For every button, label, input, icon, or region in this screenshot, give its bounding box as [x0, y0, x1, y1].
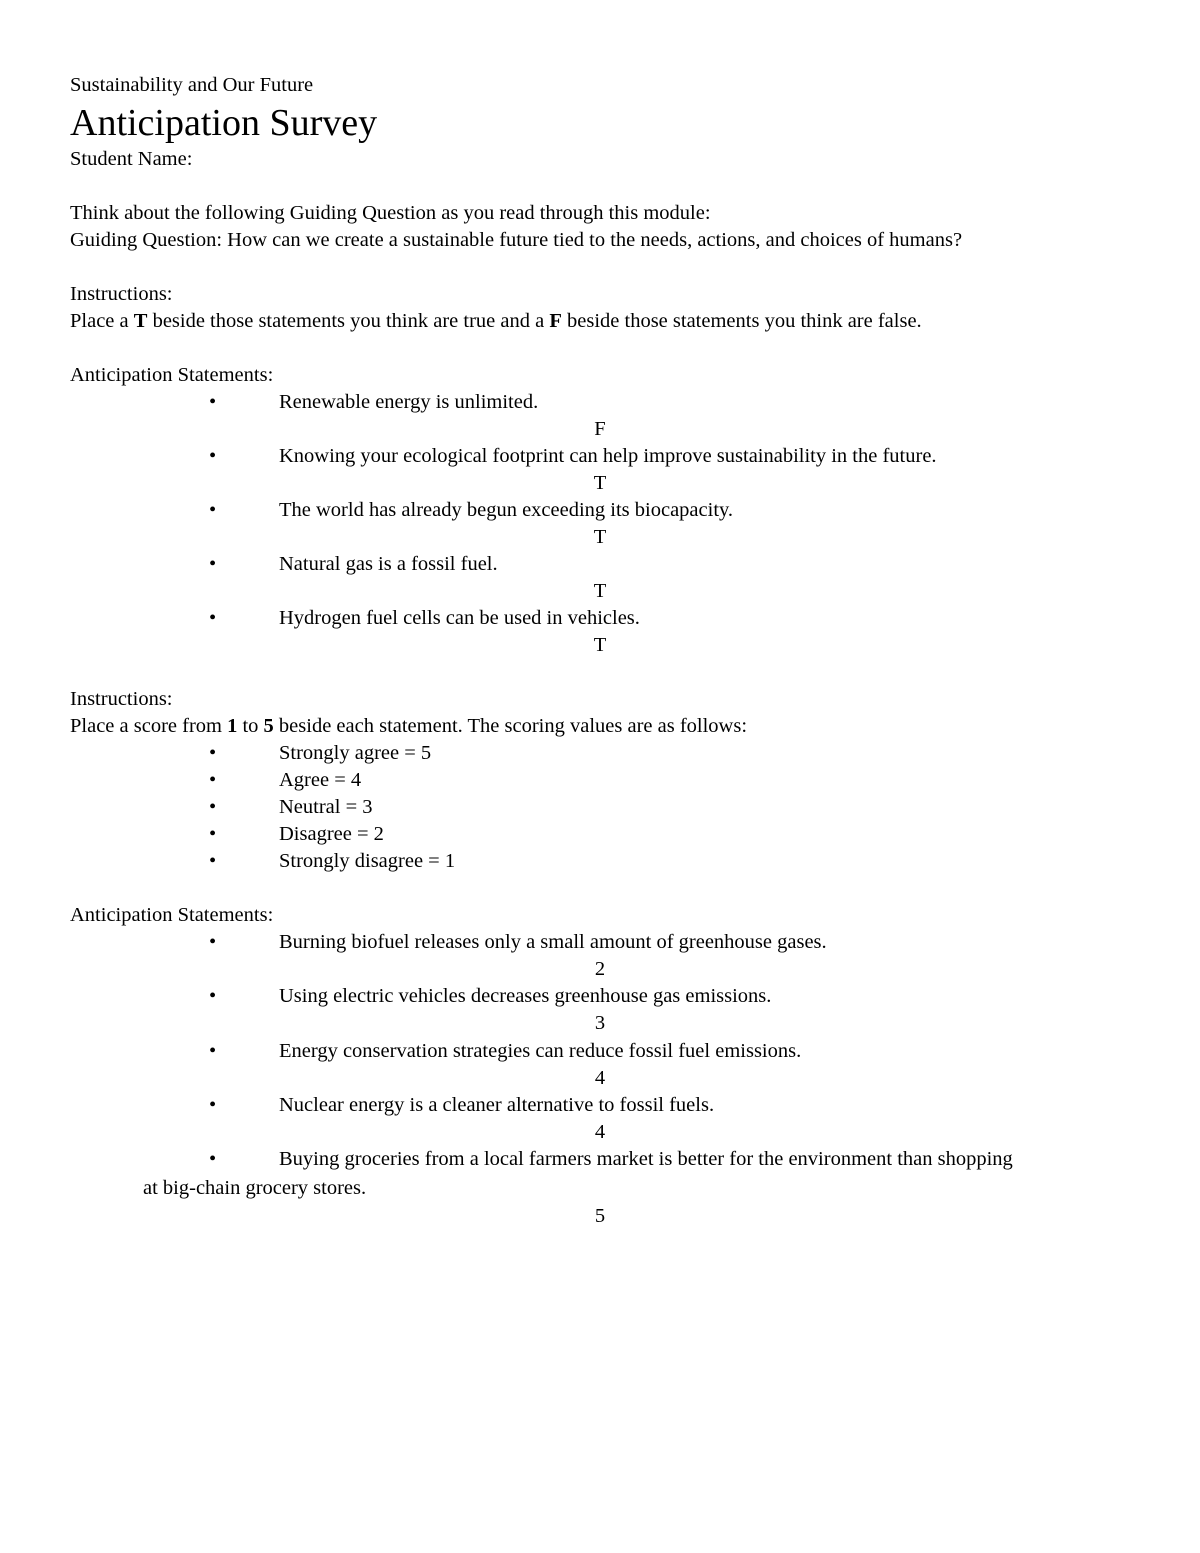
- answer: 4: [594, 1067, 606, 1089]
- answer: 3: [594, 1012, 606, 1034]
- answer: F: [594, 418, 606, 440]
- section2-instructions-label: Instructions:: [70, 688, 173, 710]
- section2-instructions: Place a score from 1 to 5 beside each statement. The scoring values are as follows:: [70, 715, 748, 737]
- section2-statements-label: Anticipation Statements:: [70, 904, 274, 926]
- page-title: Anticipation Survey: [70, 102, 378, 144]
- answer: 5: [594, 1205, 606, 1227]
- list-item: • Energy conservation strategies can reduce fossil fuel emissions.: [209, 1040, 802, 1062]
- scale-item: • Neutral = 3: [209, 796, 373, 818]
- section1-instructions-label: Instructions:: [70, 283, 173, 305]
- list-item: • The world has already begun exceeding its biocapacity.: [209, 499, 734, 521]
- list-item: • Hydrogen fuel cells can be used in vehicles.: [209, 607, 640, 629]
- answer: T: [593, 526, 607, 548]
- guiding-intro: Think about the following Guiding Question as you read through this module:: [70, 202, 711, 224]
- scale-item: • Agree = 4: [209, 769, 362, 791]
- section1-instructions: Place a T beside those statements you think are true and a F beside those statements you think are false.: [70, 310, 922, 332]
- list-item: • Knowing your ecological footprint can help improve sustainability in the future.: [209, 445, 937, 467]
- course-name: Sustainability and Our Future: [70, 74, 314, 96]
- answer: 2: [594, 958, 606, 980]
- list-item: • Burning biofuel releases only a small amount of greenhouse gases.: [209, 931, 827, 953]
- document-body: [70, 72, 1130, 1230]
- scale-item: • Strongly agree = 5: [209, 742, 432, 764]
- answer: T: [593, 634, 607, 656]
- list-item: • Using electric vehicles decreases greenhouse gas emissions.: [209, 985, 772, 1007]
- list-item: • Renewable energy is unlimited.: [209, 391, 539, 413]
- scale-item: • Disagree = 2: [209, 823, 384, 845]
- section1-statements-label: Anticipation Statements:: [70, 364, 274, 386]
- list-item: • Buying groceries from a local farmers market is better for the environment than shopping at big-chain grocery stores.: [143, 1148, 1013, 1199]
- student-name-label: Student Name:: [70, 148, 193, 170]
- list-item: • Natural gas is a fossil fuel.: [209, 553, 498, 575]
- answer: T: [593, 580, 607, 602]
- scale-item: • Strongly disagree = 1: [209, 850, 456, 872]
- answer: 4: [594, 1121, 606, 1143]
- guiding-question: Guiding Question: How can we create a sustainable future tied to the needs, actions, and choices of humans?: [70, 229, 963, 251]
- answer: T: [593, 472, 607, 494]
- list-item: • Nuclear energy is a cleaner alternative to fossil fuels.: [209, 1094, 715, 1116]
